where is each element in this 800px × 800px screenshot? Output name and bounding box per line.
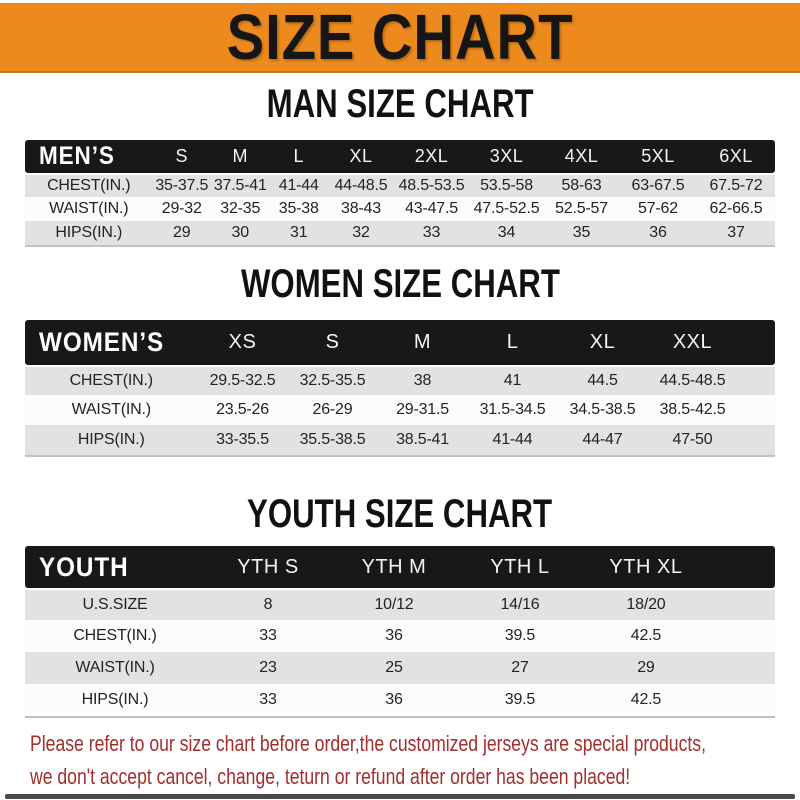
size-value-cell: 34: [469, 221, 544, 245]
women-header-row: [25, 320, 775, 365]
size-value-cell: 29: [583, 652, 709, 684]
bottom-border: [5, 794, 795, 799]
size-value-cell: 10/12: [331, 588, 457, 620]
size-column-label: XL: [589, 331, 616, 353]
size-value-cell: 38.5-41: [378, 425, 468, 455]
row-spacer-cell: [709, 588, 775, 620]
men-size-heading: [0, 84, 800, 124]
men-corner-label-cell: [25, 140, 153, 173]
size-value-cell: 63-67.5: [619, 173, 697, 197]
size-value-cell: 41-44: [270, 173, 329, 197]
size-value-cell: 47-50: [648, 425, 738, 455]
size-value-cell: 36: [331, 684, 457, 716]
size-column-header: [648, 320, 738, 365]
size-value-cell: 23.5-26: [198, 395, 288, 425]
size-column-label: XS: [228, 331, 257, 353]
size-column-label: S: [175, 146, 188, 166]
size-value-cell: 48.5-53.5: [394, 173, 469, 197]
size-column-header: [328, 140, 394, 173]
measurement-row-label: CHEST(IN.): [25, 620, 205, 652]
size-column-label: L: [506, 331, 519, 353]
size-value-cell: 39.5: [457, 620, 583, 652]
size-value-cell: 62-66.5: [697, 197, 775, 221]
measurement-row: [25, 652, 775, 684]
youth-corner-label-cell: [25, 546, 205, 588]
row-spacer-cell: [709, 620, 775, 652]
size-column-header: [205, 546, 331, 588]
header-spacer-cell: [709, 546, 775, 588]
size-column-label: 3XL: [489, 146, 524, 166]
size-column-header: [211, 140, 270, 173]
size-value-cell: 44-48.5: [328, 173, 394, 197]
size-value-cell: 29: [153, 221, 212, 245]
size-value-cell: 29.5-32.5: [198, 365, 288, 395]
row-spacer-cell: [738, 395, 776, 425]
size-value-cell: 32: [328, 221, 394, 245]
order-note-line-1: Please refer to our size chart before order,the customized jerseys are special products,: [30, 731, 706, 756]
measurement-row-label: WAIST(IN.): [25, 395, 198, 425]
men-size-heading-text: MAN SIZE CHART: [266, 82, 534, 126]
size-value-cell: 30: [211, 221, 270, 245]
youth-table-wrap: [25, 546, 775, 718]
youth-header-row: [25, 546, 775, 588]
men-size-table: [25, 140, 775, 247]
size-value-cell: 37.5-41: [211, 173, 270, 197]
size-value-cell: 14/16: [457, 588, 583, 620]
size-value-cell: 57-62: [619, 197, 697, 221]
size-value-cell: 23: [205, 652, 331, 684]
size-value-cell: 25: [331, 652, 457, 684]
size-column-header: [544, 140, 619, 173]
youth-size-table: [25, 546, 775, 718]
size-value-cell: 32.5-35.5: [288, 365, 378, 395]
order-note: [30, 727, 794, 793]
size-value-cell: 8: [205, 588, 331, 620]
size-chart-banner: [0, 3, 800, 73]
banner-title: SIZE CHART: [226, 1, 574, 73]
men-corner-label: MEN’S: [39, 142, 115, 170]
size-value-cell: 26-29: [288, 395, 378, 425]
size-value-cell: 33: [205, 684, 331, 716]
measurement-row: [25, 588, 775, 620]
measurement-row: [25, 684, 775, 716]
size-column-header: [697, 140, 775, 173]
measurement-row: [25, 173, 775, 197]
size-value-cell: 42.5: [583, 684, 709, 716]
measurement-row: [25, 425, 775, 455]
measurement-row-label: CHEST(IN.): [25, 173, 153, 197]
size-value-cell: 47.5-52.5: [469, 197, 544, 221]
size-column-header: [394, 140, 469, 173]
measurement-row: [25, 197, 775, 221]
size-value-cell: 52.5-57: [544, 197, 619, 221]
measurement-row: [25, 365, 775, 395]
size-value-cell: 53.5-58: [469, 173, 544, 197]
size-column-label: 2XL: [414, 146, 449, 166]
size-column-label: YTH L: [490, 555, 550, 578]
order-note-line-2: we don't accept cancel, change, teturn or refund after order has been placed!: [30, 764, 631, 789]
size-value-cell: 29-31.5: [378, 395, 468, 425]
women-size-table: [25, 320, 775, 457]
measurement-row: [25, 221, 775, 245]
size-value-cell: 36: [331, 620, 457, 652]
size-value-cell: 44.5-48.5: [648, 365, 738, 395]
size-column-label: XXL: [672, 331, 713, 353]
size-value-cell: 38.5-42.5: [648, 395, 738, 425]
size-value-cell: 31: [270, 221, 329, 245]
women-corner-label: WOMEN’S: [39, 327, 165, 357]
women-size-heading-text: WOMEN SIZE CHART: [240, 262, 560, 306]
measurement-row: [25, 395, 775, 425]
youth-size-heading: [0, 494, 800, 534]
size-value-cell: 39.5: [457, 684, 583, 716]
measurement-row-label: CHEST(IN.): [25, 365, 198, 395]
measurement-row-label: HIPS(IN.): [25, 425, 198, 455]
measurement-row-label: HIPS(IN.): [25, 221, 153, 245]
size-value-cell: 38: [378, 365, 468, 395]
size-value-cell: 35: [544, 221, 619, 245]
size-column-label: M: [413, 331, 432, 353]
measurement-row-label: WAIST(IN.): [25, 197, 153, 221]
row-spacer-cell: [709, 684, 775, 716]
size-column-header: [288, 320, 378, 365]
size-value-cell: 35.5-38.5: [288, 425, 378, 455]
size-value-cell: 35-37.5: [153, 173, 212, 197]
size-column-label: YTH XL: [609, 555, 683, 578]
measurement-row: [25, 620, 775, 652]
size-value-cell: 44-47: [558, 425, 648, 455]
size-value-cell: 37: [697, 221, 775, 245]
size-value-cell: 31.5-34.5: [468, 395, 558, 425]
size-value-cell: 67.5-72: [697, 173, 775, 197]
size-value-cell: 34.5-38.5: [558, 395, 648, 425]
size-column-header: [198, 320, 288, 365]
men-header-row: [25, 140, 775, 173]
size-column-header: [583, 546, 709, 588]
header-spacer-cell: [738, 320, 776, 365]
size-value-cell: 33-35.5: [198, 425, 288, 455]
size-column-label: 4XL: [564, 146, 599, 166]
measurement-row-label: HIPS(IN.): [25, 684, 205, 716]
row-spacer-cell: [738, 365, 776, 395]
size-column-label: S: [325, 331, 340, 353]
size-column-header: [331, 546, 457, 588]
measurement-row-label: WAIST(IN.): [25, 652, 205, 684]
size-column-label: 6XL: [719, 146, 753, 166]
row-spacer-cell: [709, 652, 775, 684]
size-column-header: [378, 320, 468, 365]
size-value-cell: 18/20: [583, 588, 709, 620]
size-value-cell: 44.5: [558, 365, 648, 395]
size-column-header: [558, 320, 648, 365]
size-value-cell: 42.5: [583, 620, 709, 652]
size-column-header: [270, 140, 329, 173]
size-value-cell: 41-44: [468, 425, 558, 455]
size-value-cell: 36: [619, 221, 697, 245]
size-value-cell: 38-43: [328, 197, 394, 221]
women-corner-label-cell: [25, 320, 198, 365]
size-column-header: [619, 140, 697, 173]
size-column-label: 5XL: [641, 146, 675, 166]
women-size-heading: [0, 264, 800, 304]
size-value-cell: 29-32: [153, 197, 212, 221]
size-column-header: [468, 320, 558, 365]
size-column-header: [153, 140, 212, 173]
men-table-wrap: [25, 140, 775, 247]
size-value-cell: 33: [205, 620, 331, 652]
youth-size-heading-text: YOUTH SIZE CHART: [247, 492, 553, 536]
size-value-cell: 43-47.5: [394, 197, 469, 221]
size-value-cell: 58-63: [544, 173, 619, 197]
size-value-cell: 32-35: [211, 197, 270, 221]
size-value-cell: 27: [457, 652, 583, 684]
size-column-label: L: [293, 146, 304, 166]
size-column-header: [457, 546, 583, 588]
size-column-label: XL: [349, 146, 373, 166]
measurement-row-label: U.S.SIZE: [25, 588, 205, 620]
size-column-label: M: [232, 146, 248, 166]
row-spacer-cell: [738, 425, 776, 455]
women-table-wrap: [25, 320, 775, 457]
size-value-cell: 33: [394, 221, 469, 245]
size-value-cell: 35-38: [270, 197, 329, 221]
size-column-label: YTH S: [237, 555, 299, 578]
size-value-cell: 41: [468, 365, 558, 395]
youth-corner-label: YOUTH: [39, 551, 129, 582]
size-column-label: YTH M: [361, 555, 427, 578]
size-column-header: [469, 140, 544, 173]
